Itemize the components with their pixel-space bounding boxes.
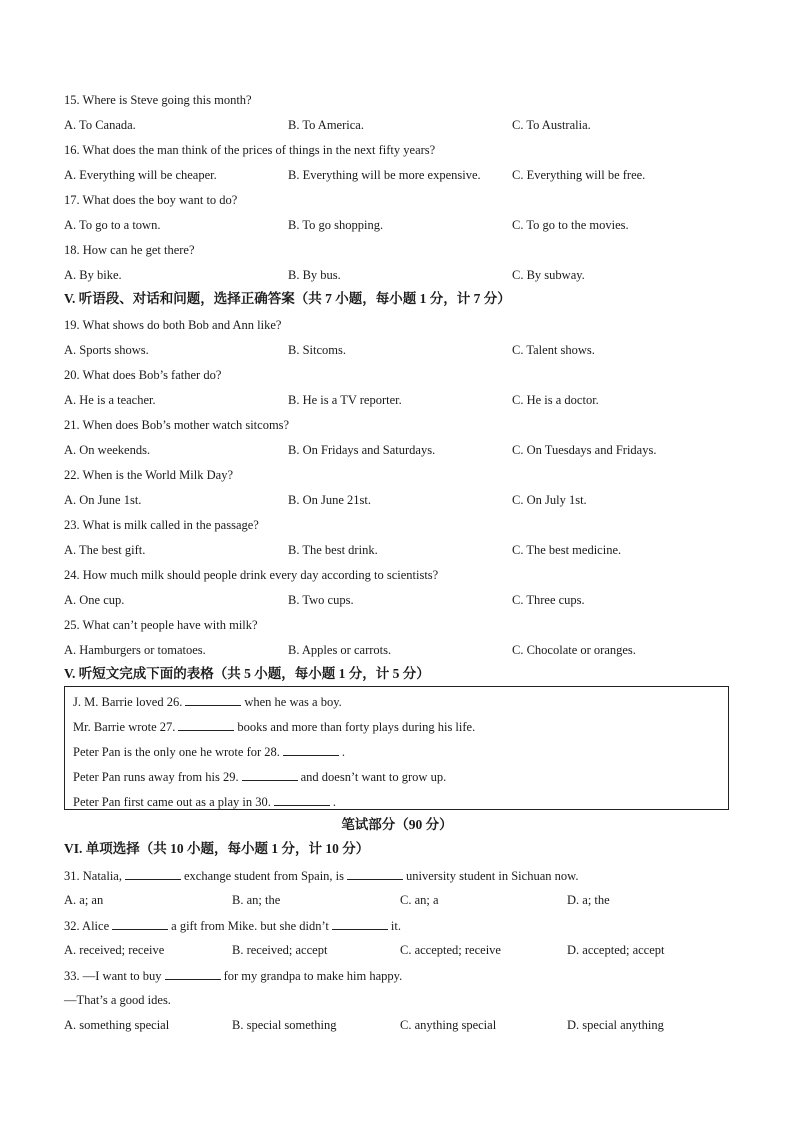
row-text-after: when he was a boy. (244, 695, 342, 709)
question-text-part: a gift from Mike. but she didn’t (171, 919, 329, 933)
answer-blank-26[interactable] (185, 693, 241, 706)
table-row (73, 768, 446, 785)
section-heading: V. 听语段、对话和问题，选择正确答案（共 7 小题，每小题 1 分，计 7 分） (64, 291, 511, 306)
table-row (73, 743, 345, 760)
question-text (64, 967, 402, 984)
answer-blank[interactable] (112, 917, 168, 930)
option-a: A. To Canada. (64, 118, 136, 132)
question-text: 25. What can’t people have with milk? (64, 618, 258, 632)
question-text: 19. What shows do both Bob and Ann like? (64, 318, 282, 332)
option-b: B. On Fridays and Saturdays. (288, 443, 436, 457)
question-text: 15. Where is Steve going this month? (64, 93, 252, 107)
question-text: 21. When does Bob’s mother watch sitcoms? (64, 418, 290, 432)
option-d: D. special anything (567, 1018, 664, 1032)
option-c: C. To go to the movies. (512, 218, 629, 232)
answer-blank-30[interactable] (274, 793, 330, 806)
question-text-part: university student in Sichuan now. (406, 869, 579, 883)
answer-blank[interactable] (125, 867, 181, 880)
option-c: C. anything special (400, 1018, 497, 1032)
option-b: B. an; the (232, 893, 281, 907)
question-text-part: 33. —I want to buy (64, 969, 162, 983)
option-a: A. One cup. (64, 593, 125, 607)
option-b: B. The best drink. (288, 543, 378, 557)
option-c: C. On July 1st. (512, 493, 587, 507)
option-b: B. Sitcoms. (288, 343, 346, 357)
row-text-after: and doesn’t want to grow up. (300, 770, 447, 784)
option-c: C. Chocolate or oranges. (512, 643, 636, 657)
option-b: B. To go shopping. (288, 218, 384, 232)
question-text (64, 917, 401, 934)
section-heading: VI. 单项选择（共 10 小题，每小题 1 分，计 10 分） (64, 841, 370, 856)
dialogue-reply: —That’s a good ides. (64, 993, 171, 1007)
row-text-before: Peter Pan is the only one he wrote for 28. (73, 745, 280, 759)
option-c: C. Everything will be free. (512, 168, 646, 182)
question-text: 17. What does the boy want to do? (64, 193, 238, 207)
option-c: C. To Australia. (512, 118, 591, 132)
option-b: B. Two cups. (288, 593, 354, 607)
option-c: C. an; a (400, 893, 439, 907)
row-text-before: Mr. Barrie wrote 27. (73, 720, 176, 734)
option-a: A. something special (64, 1018, 170, 1032)
table-row (73, 693, 342, 710)
option-b: B. Apples or carrots. (288, 643, 392, 657)
row-text-before: Peter Pan runs away from his 29. (73, 770, 239, 784)
option-a: A. Hamburgers or tomatoes. (64, 643, 206, 657)
question-text-part: for my grandpa to make him happy. (223, 969, 403, 983)
option-c: C. He is a doctor. (512, 393, 599, 407)
option-b: B. He is a TV reporter. (288, 393, 402, 407)
answer-blank-29[interactable] (242, 768, 298, 781)
option-a: A. To go to a town. (64, 218, 161, 232)
question-text: 22. When is the World Milk Day? (64, 468, 233, 482)
option-c: C. Three cups. (512, 593, 585, 607)
row-text-after: books and more than forty plays during his life. (237, 720, 476, 734)
option-b: B. To America. (288, 118, 364, 132)
question-text: 24. How much milk should people drink every day according to scientists? (64, 568, 439, 582)
question-text (64, 867, 578, 884)
fill-in-table (64, 686, 729, 810)
row-text-after: . (341, 745, 346, 759)
answer-blank-27[interactable] (178, 718, 234, 731)
row-text-before: J. M. Barrie loved 26. (73, 695, 183, 709)
question-text: 16. What does the man think of the prices of things in the next fifty years? (64, 143, 436, 157)
option-a: A. He is a teacher. (64, 393, 156, 407)
question-text-part: 31. Natalia, (64, 869, 122, 883)
option-c: C. On Tuesdays and Fridays. (512, 443, 657, 457)
option-c: C. By subway. (512, 268, 585, 282)
answer-blank[interactable] (347, 867, 403, 880)
option-d: D. a; the (567, 893, 610, 907)
option-c: C. The best medicine. (512, 543, 622, 557)
answer-blank[interactable] (332, 917, 388, 930)
question-text: 23. What is milk called in the passage? (64, 518, 259, 532)
answer-blank-28[interactable] (283, 743, 339, 756)
option-a: A. Sports shows. (64, 343, 149, 357)
question-text-part: exchange student from Spain, is (183, 869, 345, 883)
question-text: 18. How can he get there? (64, 243, 195, 257)
option-b: B. special something (232, 1018, 337, 1032)
option-a: A. Everything will be cheaper. (64, 168, 217, 182)
option-a: A. By bike. (64, 268, 122, 282)
table-row (73, 718, 475, 735)
written-part-heading: 笔试部分（90 分） (341, 817, 453, 832)
option-a: A. On weekends. (64, 443, 151, 457)
question-text-part: it. (390, 919, 401, 933)
option-d: D. accepted; accept (567, 943, 665, 957)
option-a: A. received; receive (64, 943, 165, 957)
question-text-part: 32. Alice (64, 919, 110, 933)
table-row (73, 793, 336, 810)
answer-blank[interactable] (165, 967, 221, 980)
option-b: B. received; accept (232, 943, 328, 957)
section-heading: V. 听短文完成下面的表格（共 5 小题，每小题 1 分，计 5 分） (64, 666, 430, 681)
row-text-after: . (332, 795, 336, 809)
option-a: A. a; an (64, 893, 104, 907)
option-a: A. On June 1st. (64, 493, 142, 507)
option-b: B. Everything will be more expensive. (288, 168, 481, 182)
option-c: C. Talent shows. (512, 343, 595, 357)
question-text: 20. What does Bob’s father do? (64, 368, 222, 382)
row-text-before: Peter Pan first came out as a play in 30. (73, 795, 271, 809)
option-a: A. The best gift. (64, 543, 146, 557)
option-b: B. By bus. (288, 268, 341, 282)
option-b: B. On June 21st. (288, 493, 371, 507)
option-c: C. accepted; receive (400, 943, 501, 957)
